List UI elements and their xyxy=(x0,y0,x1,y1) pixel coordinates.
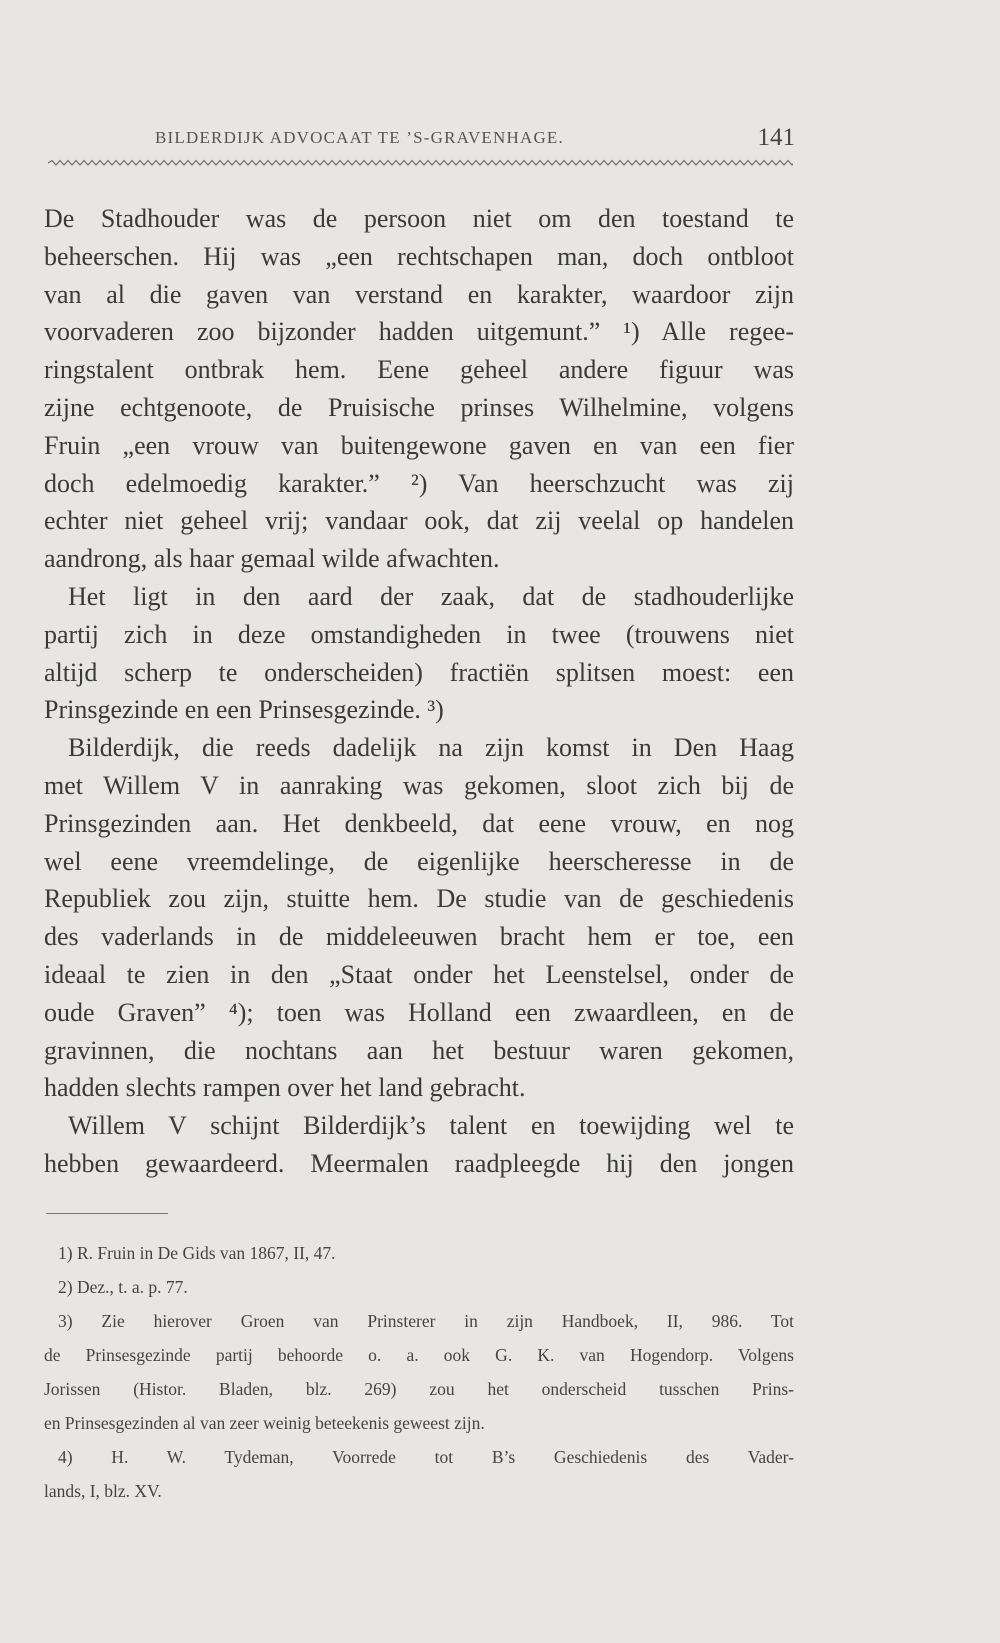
body-line: Het ligt in den aard der zaak, dat de stadhouderlijke xyxy=(68,581,794,611)
body-line: Republiek zou zijn, stuitte hem. De studie van de geschiedenis xyxy=(44,884,794,914)
body-line: doch edelmoedig karakter.” ²) Van heerschzucht was zij xyxy=(44,468,794,498)
body-line: met Willem V in aanraking was gekomen, sloot zich bij de xyxy=(44,770,794,800)
footnote-line: en Prinsesgezinden al van zeer weinig beteekenis geweest zijn. xyxy=(44,1413,485,1433)
footnote-line: de Prinsesgezinde partij behoorde o. a. ook G. K. van Hogendorp. Volgens xyxy=(44,1345,794,1365)
footnote-line: 4) H. W. Tydeman, Voorrede tot B’s Geschiedenis des Vader- xyxy=(58,1447,794,1467)
body-line: Fruin „een vrouw van buitengewone gaven en van een fier xyxy=(44,430,794,460)
header-ornamental-rule xyxy=(48,158,793,168)
body-line: hebben gewaardeerd. Meermalen raadpleegde hij den jongen xyxy=(44,1148,794,1178)
body-line: Willem V schijnt Bilderdijk’s talent en toewijding wel te xyxy=(68,1111,794,1141)
body-line: voorvaderen zoo bijzonder hadden uitgemunt.” ¹) Alle regee- xyxy=(44,317,794,347)
body-line: van al die gaven van verstand en karakter, waardoor zijn xyxy=(44,279,794,309)
body-line: echter niet geheel vrij; vandaar ook, dat zij veelal op handelen xyxy=(44,506,794,536)
body-line: ringstalent ontbrak hem. Eene geheel andere figuur was xyxy=(44,355,794,385)
body-line: hadden slechts rampen over het land gebracht. xyxy=(44,1073,526,1103)
body-line: De Stadhouder was de persoon niet om den toestand te xyxy=(44,204,794,233)
body-line: altijd scherp te onderscheiden) fractiën splitsen moest: een xyxy=(44,657,794,687)
body-line: Prinsgezinden aan. Het denkbeeld, dat eene vrouw, en nog xyxy=(44,808,794,838)
body-line: zijne echtgenoote, de Pruisische prinses Wilhelmine, volgens xyxy=(44,392,794,422)
body-line: Bilderdijk, die reeds dadelijk na zijn komst in Den Haag xyxy=(68,733,794,763)
footnote-line: lands, I, blz. XV. xyxy=(44,1481,162,1501)
body-line: gravinnen, die nochtans aan het bestuur waren gekomen, xyxy=(44,1035,794,1065)
body-line: des vaderlands in de middeleeuwen bracht hem er toe, een xyxy=(44,922,794,952)
body-line: wel eene vreemdelinge, de eigenlijke heerscheresse in de xyxy=(44,846,794,876)
footnote-line: Jorissen (Histor. Bladen, blz. 269) zou het onderscheid tusschen Prins- xyxy=(44,1379,794,1399)
footnote-line: 3) Zie hierover Groen van Prinsterer in zijn Handboek, II, 986. Tot xyxy=(58,1311,794,1331)
body-line: Prinsgezinde en een Prinsesgezinde. ³) xyxy=(44,695,444,725)
footnotes xyxy=(44,1236,794,1508)
body-line: partij zich in deze omstandigheden in twee (trouwens niet xyxy=(44,619,794,649)
body-line: ideaal te zien in den „Staat onder het Leenstelsel, onder de xyxy=(44,959,794,989)
footnote-line: 2) Dez., t. a. p. 77. xyxy=(58,1277,188,1297)
body-text xyxy=(44,200,794,1183)
body-line: beheerschen. Hij was „een rechtschapen man, doch ontbloot xyxy=(44,241,794,271)
footnote-separator xyxy=(46,1213,168,1214)
running-head: BILDERDIJK ADVOCAAT TE ’S-GRAVENHAGE. xyxy=(155,128,564,147)
footnote-line: 1) R. Fruin in De Gids van 1867, II, 47. xyxy=(58,1243,336,1263)
body-line: aandrong, als haar gemaal wilde afwachten. xyxy=(44,544,500,574)
body-line: oude Graven” ⁴); toen was Holland een zwaardleen, en de xyxy=(44,997,794,1027)
page-number: 141 xyxy=(757,124,795,151)
